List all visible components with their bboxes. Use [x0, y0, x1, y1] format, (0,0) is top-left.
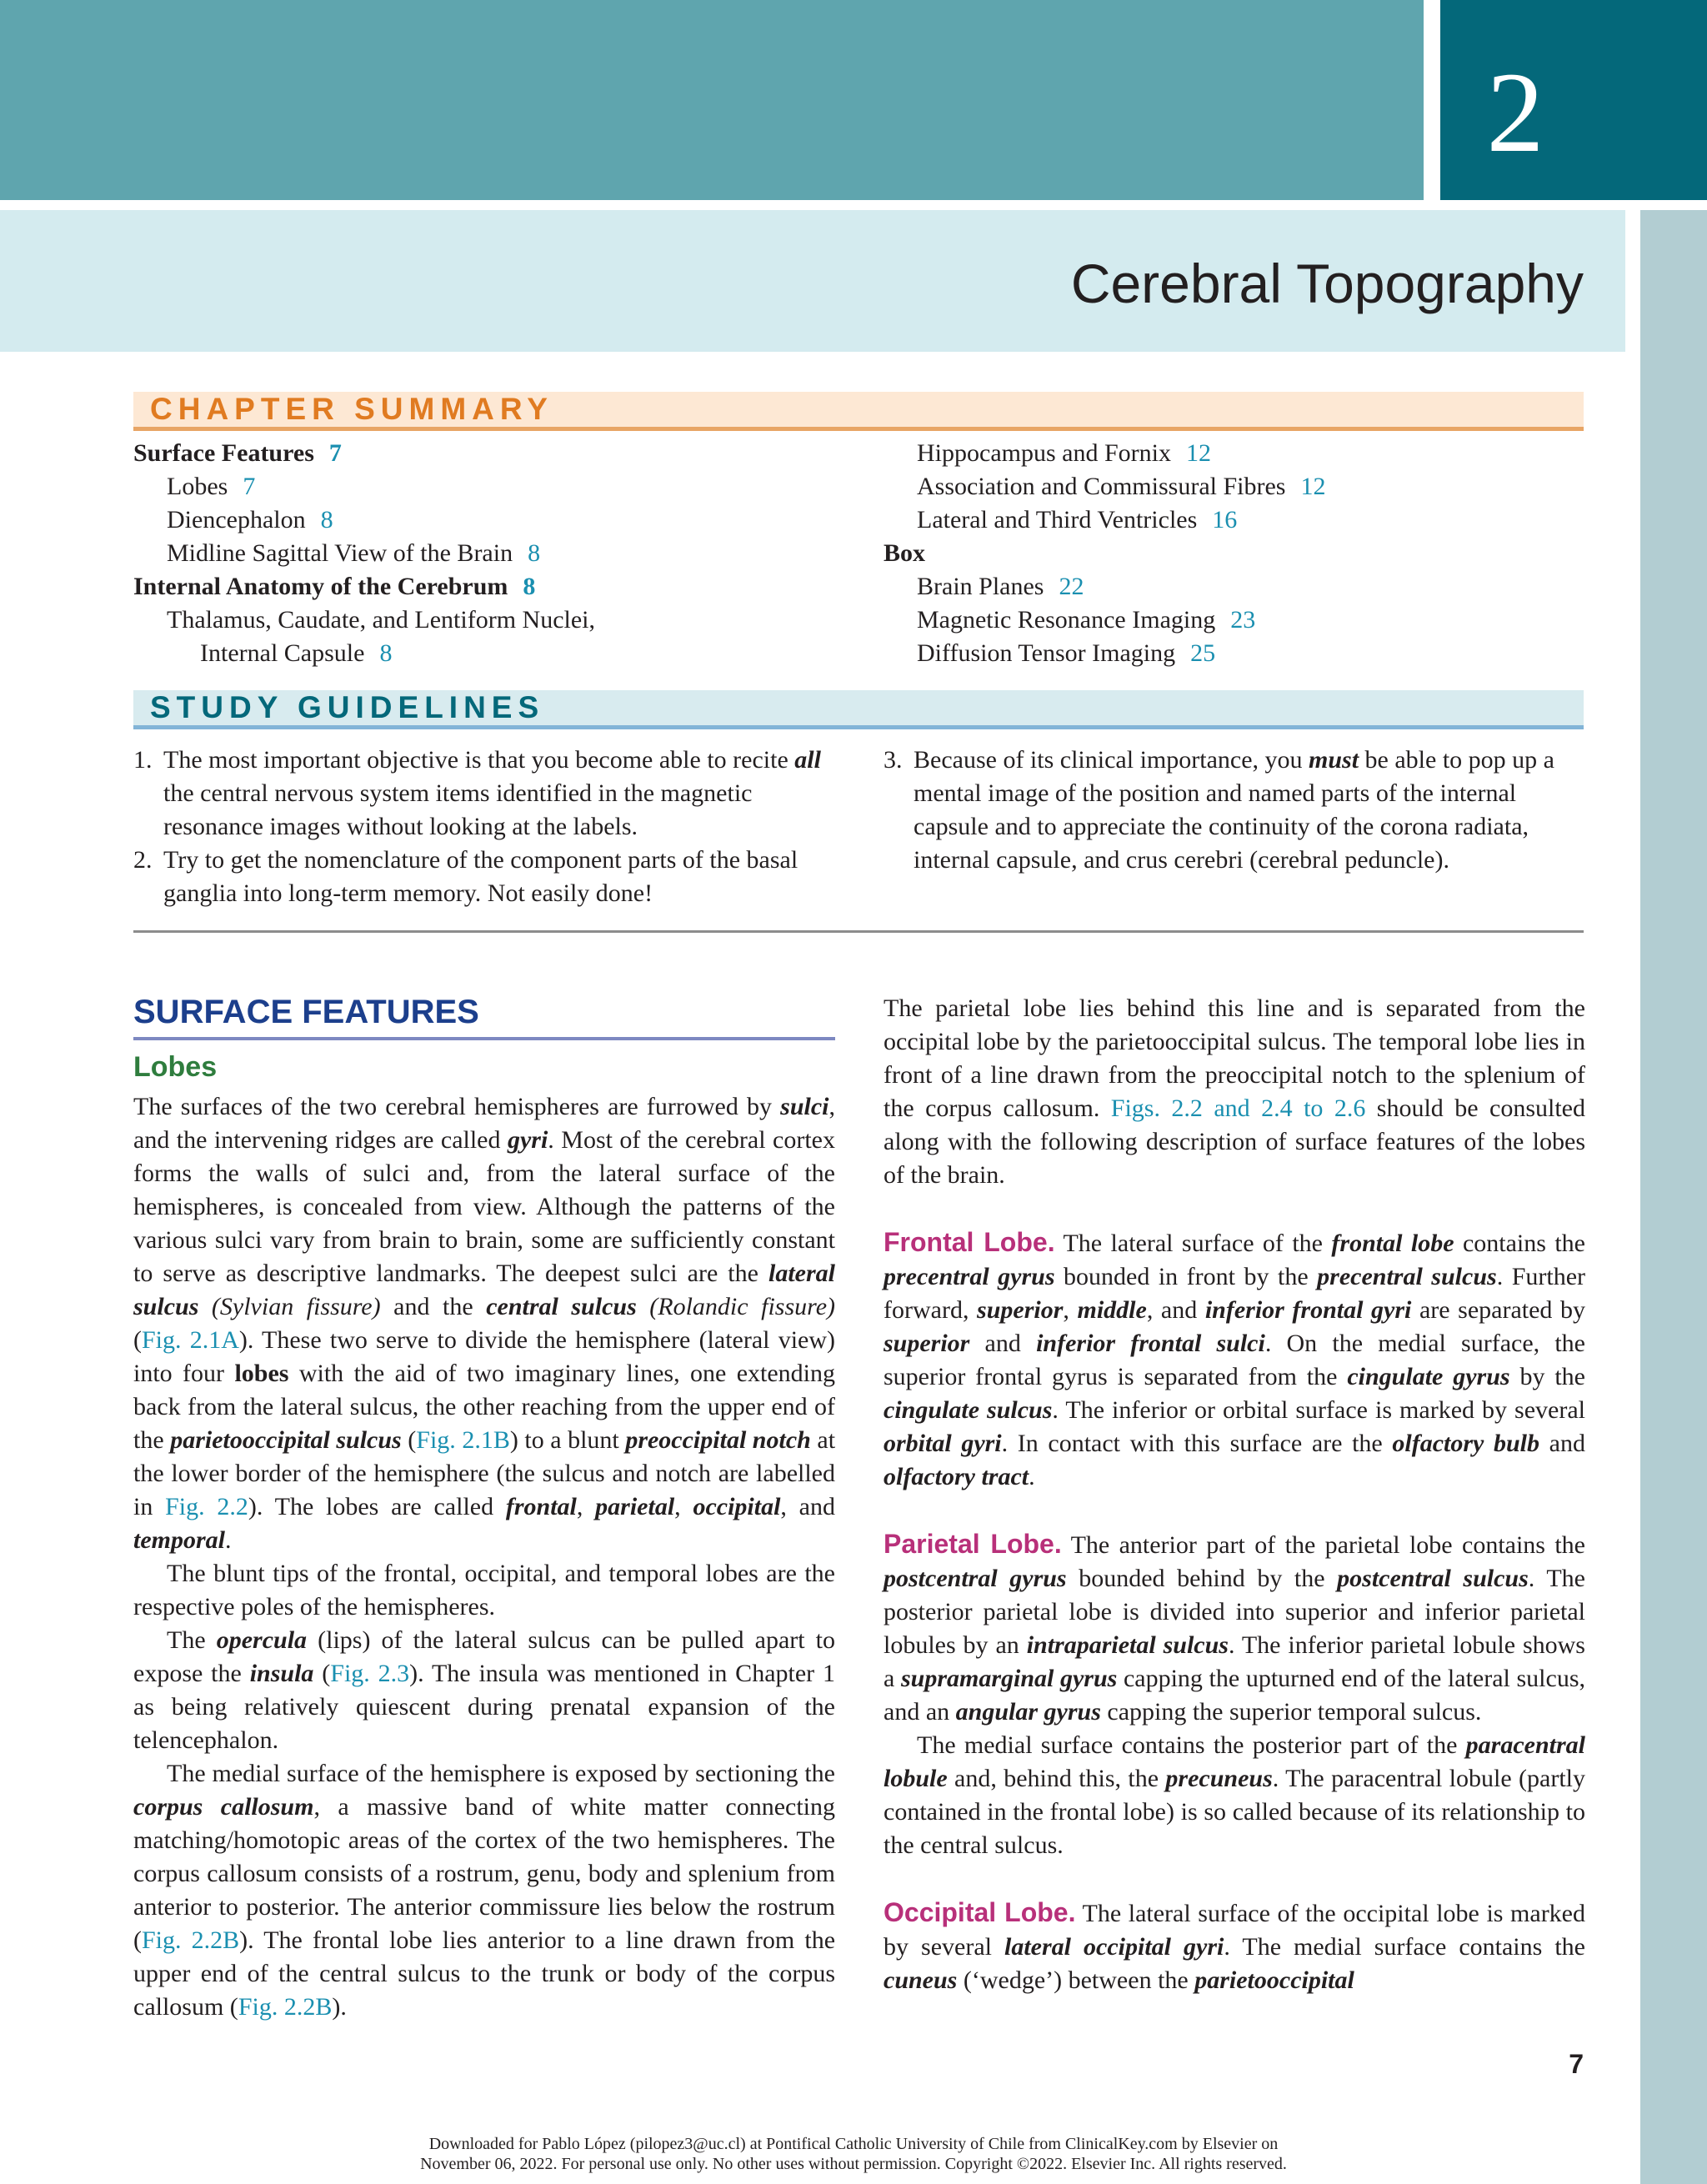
- side-bar: [1640, 210, 1707, 2184]
- guideline-item: 2. Try to get the nomenclature of the component parts of the basal ganglia into long-term memory. Not easily done!: [133, 846, 798, 907]
- section-heading-rule: [133, 1037, 835, 1040]
- figure-link[interactable]: Fig. 2.1B: [416, 1426, 510, 1454]
- summary-left-column: [133, 437, 833, 670]
- header-band: [0, 0, 1424, 200]
- footer-line: November 06, 2022. For personal use only. No other uses without permission. Copyright ©2022. Elsevier Inc. All rights reserved.: [420, 2155, 1287, 2173]
- summary-item[interactable]: Internal Capsule 8: [200, 639, 393, 667]
- frontal-lobe-heading: Frontal Lobe.: [884, 1227, 1055, 1257]
- summary-item[interactable]: Association and Commissural Fibres 12: [917, 473, 1326, 500]
- chapter-number: 2: [1486, 48, 1544, 176]
- summary-item[interactable]: Lateral and Third Ventricles 16: [917, 506, 1238, 533]
- summary-item[interactable]: Magnetic Resonance Imaging 23: [917, 606, 1256, 634]
- paragraph: The opercula (lips) of the lateral sulcus can be pulled apart to expose the insula (Fig. 2.3). The insula was mentioned in Chapter 1 as being relatively quiescent during prenatal expansion of the telencephalon.: [133, 1626, 836, 1754]
- body-right-column: [884, 992, 1585, 1997]
- page-number: 7: [1569, 2049, 1584, 2079]
- paragraph: The blunt tips of the frontal, occipital, and temporal lobes are the respective poles of the hemispheres.: [133, 1560, 835, 1620]
- paragraph: The medial surface of the hemisphere is exposed by sectioning the corpus callosum, a massive band of white matter connecting matching/homotopic areas of the cortex of the two hemispheres. The corpus callosum consists of a rostrum, genu, body and splenium from anterior to posterior. The anterior commissure lies below the rostrum (Fig. 2.2B). The frontal lobe lies anterior to a line drawn from the upper end of the central sulcus to the trunk or body of the corpus callosum (Fig. 2.2B).: [133, 1760, 836, 2021]
- paragraph: Parietal Lobe. The anterior part of the parietal lobe contains the postcentral gyrus bounded behind by the postcentral sulcus. The posterior parietal lobe is divided into superior and inferior parietal lobules by an intraparietal sulcus. The inferior parietal lobule shows a supramarginal gyrus capping the upturned end of the lateral sulcus, and an angular gyrus capping the superior temporal sulcus.: [884, 1529, 1586, 1726]
- summary-item[interactable]: Internal Anatomy of the Cerebrum 8: [133, 573, 536, 600]
- paragraph: The medial surface contains the posterior part of the paracentral lobule and, behind this, the precuneus. The paracentral lobule (partly contained in the frontal lobe) is so called because of its relationship to the central sulcus.: [884, 1731, 1585, 1859]
- study-guidelines-header: [133, 690, 1584, 729]
- chapter-title: Cerebral Topography: [1070, 253, 1584, 314]
- paragraph: The parietal lobe lies behind this line and is separated from the occipital lobe by the parietooccipital sulcus. The temporal lobe lies in front of a line drawn from the preoccipital notch to the splenium of the corpus callosum. Figs. 2.2 and 2.4 to 2.6 should be consulted along with the following description of surface features of the lobes of the brain.: [884, 994, 1585, 1189]
- summary-item[interactable]: Brain Planes 22: [917, 573, 1084, 600]
- summary-box-label: Box: [884, 539, 926, 567]
- guideline-item: 3. Because of its clinical importance, you must be able to pop up a mental image of the position and named parts of the internal capsule and to appreciate the continuity of the corona radiata, internal capsule, and crus cerebri (cerebral peduncle).: [884, 746, 1554, 874]
- figure-link[interactable]: Fig. 2.2: [165, 1493, 248, 1520]
- summary-item[interactable]: Surface Features 7: [133, 439, 342, 467]
- study-guidelines-heading: STUDY GUIDELINES: [150, 690, 545, 724]
- guidelines-right-column: [884, 744, 1584, 877]
- download-footer: [250, 2134, 1457, 2174]
- paragraph: Frontal Lobe. The lateral surface of the frontal lobe contains the precentral gyrus bounded in front by the precentral sulcus. Further forward, superior, middle, and inferior frontal gyri are separated by superior and inferior frontal sulci. On the medial surface, the superior frontal gyrus is separated from the cingulate gyrus by the cingulate sulcus. The inferior or orbital surface is marked by several orbital gyri. In contact with this surface are the olfactory bulb and olfactory tract.: [884, 1227, 1586, 1490]
- figure-link[interactable]: Fig. 2.2B: [238, 1993, 333, 2021]
- summary-item[interactable]: Diencephalon 8: [167, 506, 333, 533]
- body-left-column: [133, 992, 835, 2024]
- section-divider: [133, 930, 1584, 933]
- guideline-item: 1. The most important objective is that you become able to recite all the central nervous system items identified in the magnetic resonance images without looking at the labels.: [133, 746, 821, 840]
- chapter-summary-heading: CHAPTER SUMMARY: [150, 392, 553, 426]
- paragraph: Occipital Lobe. The lateral surface of the occipital lobe is marked by several lateral occipital gyri. The medial surface contains the cuneus (‘wedge’) between the parietooccipital: [884, 1897, 1585, 1994]
- summary-item: Thalamus, Caudate, and Lentiform Nuclei,: [167, 606, 595, 634]
- chapter-summary-header: [133, 392, 1584, 431]
- figure-link[interactable]: Fig. 2.1A: [142, 1326, 239, 1354]
- section-heading: SURFACE FEATURES: [133, 994, 479, 1030]
- occipital-lobe-heading: Occipital Lobe.: [884, 1897, 1076, 1927]
- figure-link[interactable]: Figs. 2.2 and 2.4 to 2.6: [1110, 1095, 1366, 1122]
- summary-right-column: [884, 437, 1584, 670]
- summary-item[interactable]: Midline Sagittal View of the Brain 8: [167, 539, 541, 567]
- summary-item[interactable]: Hippocampus and Fornix 12: [917, 439, 1211, 467]
- paragraph: The surfaces of the two cerebral hemispheres are furrowed by sulci, and the intervening ridges are called gyri. Most of the cerebral cortex forms the walls of sulci and, from the lateral surface of the hemispheres, is concealed from view. Although the patterns of the various sulci vary from brain to brain, some are sufficiently constant to serve as descriptive landmarks. The deepest sulci are the lateral sulcus (Sylvian fissure) and the central sulcus (Rolandic fissure) (Fig. 2.1A). These two serve to divide the hemisphere (lateral view) into four lobes with the aid of two imaginary lines, one extending back from the lateral sulcus, the other reaching from the upper end of the parietooccipital sulcus (Fig. 2.1B) to a blunt preoccipital notch at the lower border of the hemisphere (the sulcus and notch are labelled in Fig. 2.2). The lobes are called frontal, parietal, occipital, and temporal.: [133, 1093, 836, 1554]
- figure-link[interactable]: Fig. 2.2B: [142, 1926, 240, 1954]
- parietal-lobe-heading: Parietal Lobe.: [884, 1529, 1062, 1559]
- guidelines-left-column: [133, 744, 833, 910]
- footer-line: Downloaded for Pablo López (pilopez3@uc.cl) at Pontifical Catholic University of Chile from ClinicalKey.com by Elsevier on: [428, 2135, 1279, 2153]
- summary-item[interactable]: Diffusion Tensor Imaging 25: [917, 639, 1216, 667]
- summary-item[interactable]: Lobes 7: [167, 473, 256, 500]
- subsection-heading: Lobes: [133, 1051, 218, 1083]
- figure-link[interactable]: Fig. 2.3: [330, 1660, 410, 1687]
